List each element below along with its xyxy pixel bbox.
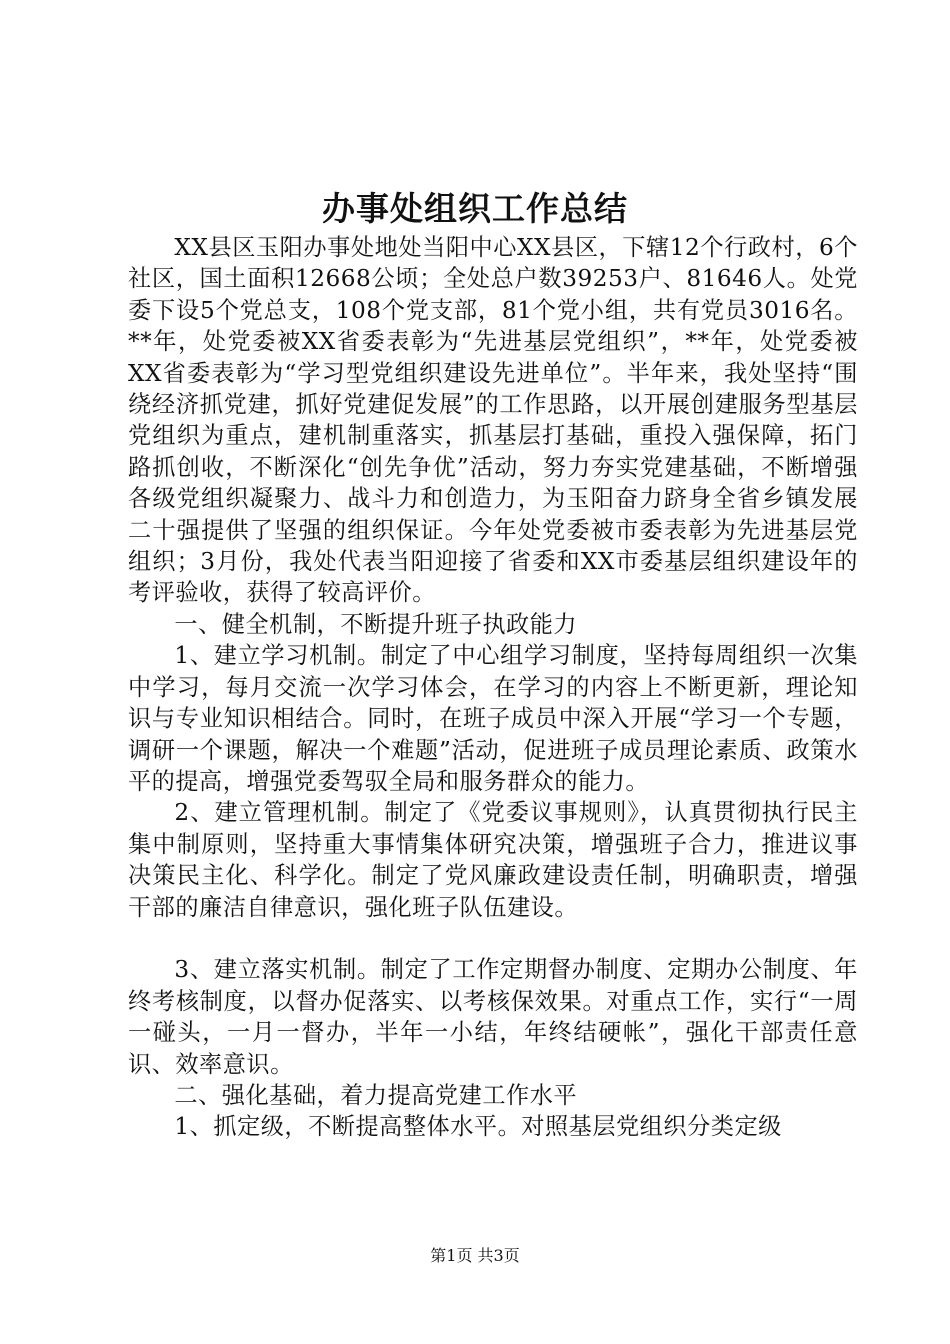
paragraph-grading: 1、抓定级，不断提高整体水平。对照基层党组织分类定级 <box>174 1113 782 1141</box>
document-title: 办事处组织工作总结 <box>322 189 628 228</box>
paragraph-implementation-mechanism: 3、建立落实机制。制定了工作定期督办制度、定期办公制度、年终考核制度，以督办促落实、以考核保效果。对重点工作，实行“一周一碰头，一月一督办，半年一小结，年终结硬帐”，强化干部责任意识、效率意识。 <box>128 956 858 1078</box>
paragraph-learning-mechanism: 1、建立学习机制。制定了中心组学习制度，坚持每周组织一次集中学习，每月交流一次学习体会，在学习的内容上不断更新，理论知识与专业知识相结合。同时，在班子成员中深入开展“学习一个专题，调研一个课题，解决一个难题”活动，促进班子成员理论素质、政策水平的提高，增强党委驾驭全局和服务群众的能力。 <box>128 642 858 795</box>
paragraph-intro: XX县区玉阳办事处地处当阳中心XX县区，下辖12个行政村，6个社区，国土面积12668公顷；全处总户数39253户、81646人。处党委下设5个党总支，108个党支部，81个党小组，共有党员3016名。**年，处党委被XX省委表彰为“先进基层党组织”，**年，处党委被XX省委表彰为“学习型党组织建设先进单位”。半年来，我处坚持“围绕经济抓党建，抓好党建促发展”的工作思路，以开展创建服务型基层党组织为重点，建机制重落实，抓基层打基础，重投入强保障，拓门路抓创收，不断深化“创先争优”活动，努力夯实党建基础，不断增强各级党组织凝聚力、战斗力和创造力，为玉阳奋力跻身全省乡镇发展二十强提供了坚强的组织保证。今年处党委被市委表彰为先进基层党组织；3月份，我处代表当阳迎接了省委和XX市委基层组织建设年的考评验收，获得了较高评价。 <box>128 234 858 607</box>
document-body <box>128 232 858 1143</box>
paragraph-management-mechanism: 2、建立管理机制。制定了《党委议事规则》，认真贯彻执行民主集中制原则，坚持重大事情集体研究决策，增强班子合力，推进议事决策民主化、科学化。制定了党风廉政建设责任制，明确职责，增强干部的廉洁自律意识，强化班子队伍建设。 <box>128 799 858 921</box>
page-number-footer: 第1页 共3页 <box>430 1246 520 1265</box>
section-heading-1: 一、健全机制，不断提升班子执政能力 <box>174 610 578 638</box>
section-heading-2: 二、强化基础，着力提高党建工作水平 <box>174 1081 578 1109</box>
